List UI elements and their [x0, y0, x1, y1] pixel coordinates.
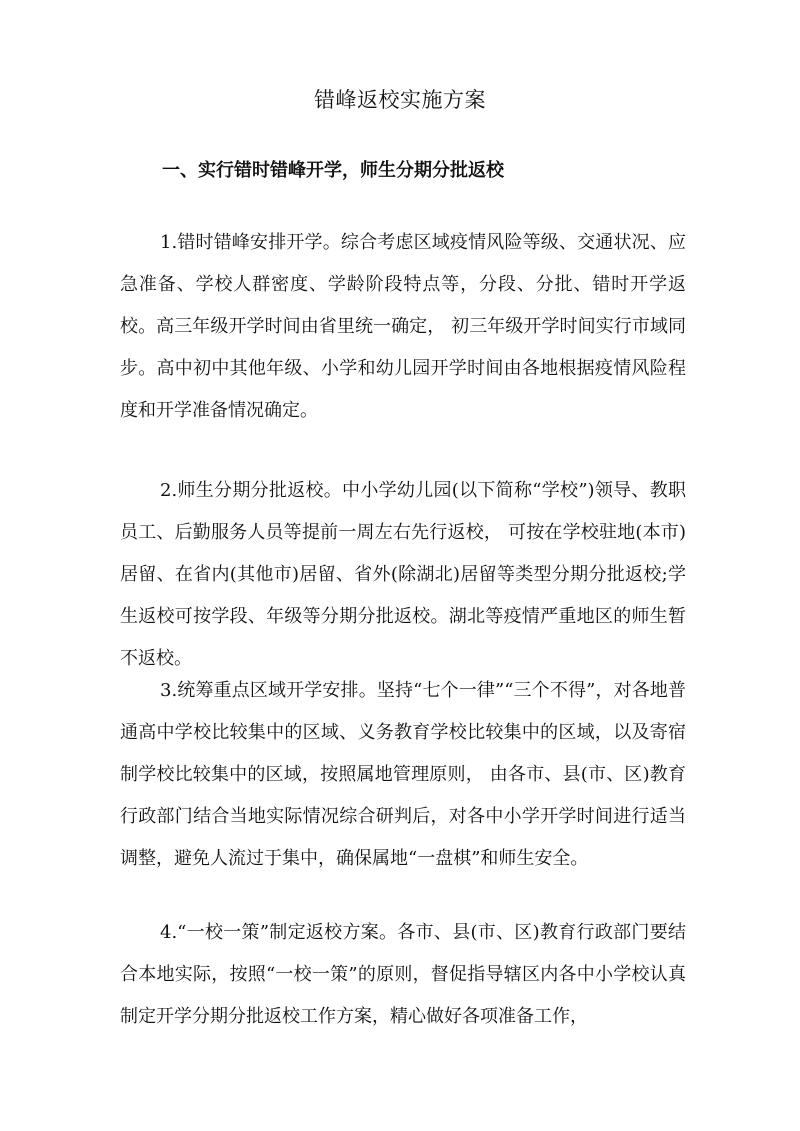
- document-title: 错峰返校实施方案: [314, 88, 486, 112]
- section-heading: 一、实行错时错峰开学，师生分期分批返校: [162, 160, 504, 181]
- paragraph-2: 2.师生分期分批返校。中小学幼儿园(以下简称“学校”)领导、教职员工、后勤服务人员等提前一周左右先行返校， 可按在学校驻地(本市)居留、在省内(其他市)居留、省外(除湖北)居留等类型分期分批返校;学生返校可按学段、年级等分期分批返校。湖北等疫情严重地区的师生暂不返校。: [120, 480, 686, 669]
- paragraph-1: 1.错时错峰安排开学。综合考虑区域疫情风险等级、交通状况、应急准备、学校人群密度、学龄阶段特点等，分段、分批、错时开学返校。高三年级开学时间由省里统一确定， 初三年级开学时间实行市域同步。高中初中其他年级、小学和幼儿园开学时间由各地根据疫情风险程度和开学准备情况确定。: [120, 232, 686, 421]
- paragraph-4: 4.“一校一策”制定返校方案。各市、县(市、区)教育行政部门要结合本地实际，按照“一校一策”的原则，督促指导辖区内各中小学校认真制定开学分期分批返校工作方案，精心做好各项准备工作，: [120, 922, 686, 1027]
- paragraph-3: 3.统筹重点区域开学安排。坚持“七个一律”“三个不得”，对各地普通高中学校比较集中的区域、义务教育学校比较集中的区域，以及寄宿制学校比较集中的区域，按照属地管理原则， 由各市、县(市、区)教育行政部门结合当地实际情况综合研判后，对各中小学开学时间进行适当调整，避免人流过于集中，确保属地“一盘棋”和师生安全。: [120, 680, 686, 869]
